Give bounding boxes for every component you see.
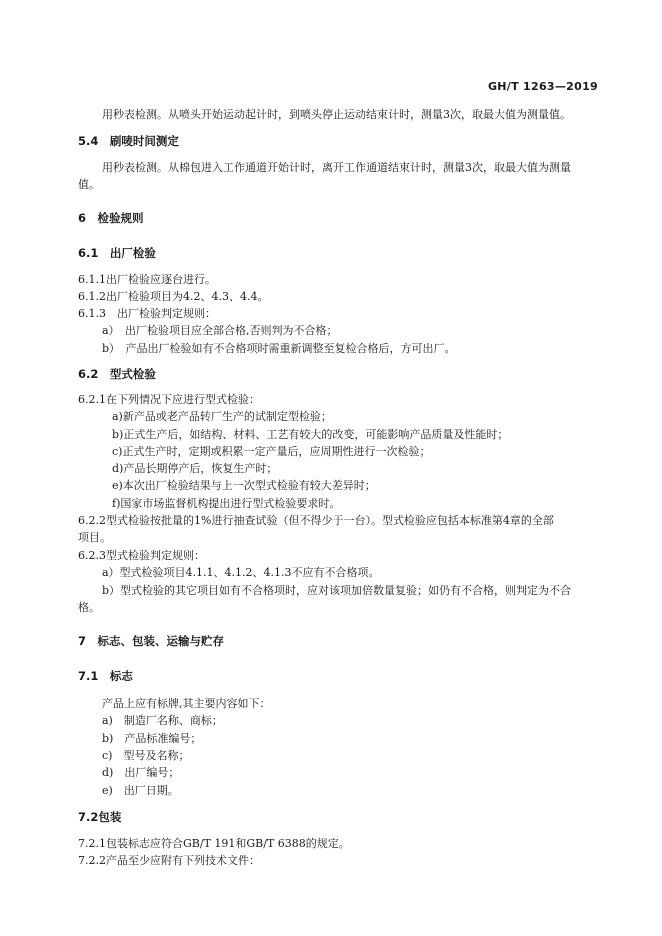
clause-6-1-2: 6.1.2出厂检验项目为4.2、4.3、4.4。 (78, 290, 269, 303)
clause-6-1-1: 6.1.1出厂检验应逐台进行。 (78, 273, 216, 286)
clause-6-1-3: 6.1.3 出厂检验判定规则： (78, 307, 216, 320)
list-item: a）型式检验项目4.1.1、4.1.2、4.1.3不应有不合格项。 (102, 566, 380, 579)
standard-code: GH/T 1263—2019 (487, 80, 598, 93)
list-item: f)国家市场监督机构提出进行型式检验要求时。 (112, 497, 341, 510)
list-item: b)正式生产后，如结构、材料、工艺有较大的改变，可能影响产品质量及性能时； (112, 428, 509, 441)
clause-6-2-2: 6.2.2型式检验按批量的1%进行抽查试验（但不得少于一台）。型式检验应包括本标准第4章的全部 (78, 514, 554, 527)
list-item: c)正式生产时，定期或积累一定产量后，应周期性进行一次检验； (112, 445, 431, 458)
clause-7-2-2: 7.2.2产品至少应附有下列技术文件： (78, 854, 260, 867)
clause-6-2-1: 6.2.1在下列情况下应进行型式检验： (78, 393, 260, 406)
list-item: b） 产品出厂检验如有不合格项时需重新调整至复检合格后，方可出厂。 (102, 342, 456, 355)
list-item: a) 制造厂名称、商标； (102, 714, 223, 727)
section-heading-7-2: 7.2包装 (78, 810, 122, 824)
list-item: b）型式检验的其它项目如有不合格项时，应对该项加倍数量复验；如仍有不合格，则判定为不合 (102, 584, 572, 597)
list-item: a)新产品或老产品转厂生产的试制定型检验； (112, 410, 332, 423)
list-item: b) 产品标准编号； (102, 732, 202, 745)
body-text: 格。 (78, 601, 100, 614)
chapter-heading-7: 7 标志、包装、运输与贮存 (78, 634, 225, 648)
body-text: 项目。 (78, 531, 111, 544)
section-heading-7-1: 7.1 标志 (78, 669, 133, 683)
section-heading-6-1: 6.1 出厂检验 (78, 246, 156, 260)
list-item: e)本次出厂检验结果与上一次型式检验有较大差异时； (112, 479, 376, 492)
body-text: 产品上应有标牌,其主要内容如下： (102, 697, 271, 710)
section-heading-5-4: 5.4 刷唛时间测定 (78, 134, 179, 148)
list-item: c) 型号及名称； (102, 749, 190, 762)
body-text: 用秒表检测。从喷头开始运动起计时，到喷头停止运动结束计时，测量3次，取最大值为测量值。 (102, 108, 571, 121)
list-item: d)产品长期停产后，恢复生产时； (112, 462, 278, 475)
body-text: 值。 (78, 178, 100, 191)
list-item: e) 出厂日期。 (102, 784, 179, 797)
list-item: d) 出厂编号； (102, 766, 180, 779)
body-text: 用秒表检测。从棉包进入工作通道开始计时，离开工作通道结束计时，测量3次，取最大值为测量 (102, 161, 571, 174)
clause-7-2-1: 7.2.1包装标志应符合GB/T 191和GB/T 6388的规定。 (78, 837, 350, 850)
chapter-heading-6: 6 检验规则 (78, 211, 144, 225)
clause-6-2-3: 6.2.3型式检验判定规则： (78, 549, 205, 562)
section-heading-6-2: 6.2 型式检验 (78, 367, 156, 381)
list-item: a） 出厂检验项目应全部合格,否则判为不合格； (102, 324, 338, 337)
